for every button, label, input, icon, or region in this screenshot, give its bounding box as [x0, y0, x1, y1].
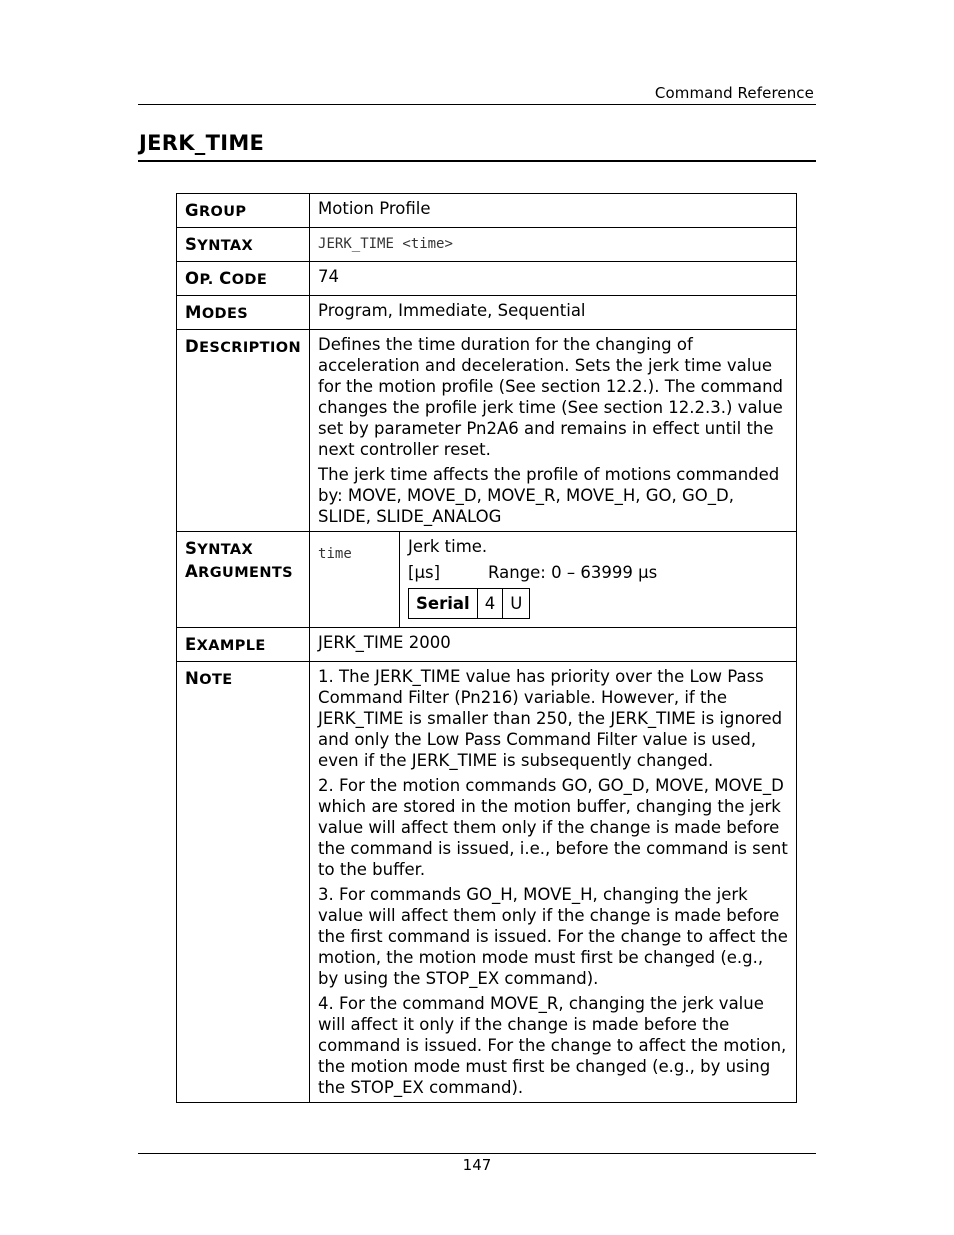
note-value: [310, 662, 797, 1103]
opcode-value: 74: [310, 262, 797, 296]
argument-range-text: Range: 0 – 63999 μs: [488, 563, 658, 582]
syntax-arguments-label: SYNTAX ARGUMENTS: [177, 532, 310, 628]
description-label: DESCRIPTION: [177, 330, 310, 532]
row-note: [177, 662, 797, 1103]
argument-name: time: [310, 532, 400, 627]
page-number: 147: [462, 1156, 492, 1174]
command-reference-table: [176, 193, 797, 1103]
example-value: JERK_TIME 2000: [310, 628, 797, 662]
row-syntax-arguments: [177, 532, 797, 628]
example-label: EXAMPLE: [177, 628, 310, 662]
syntax-arguments-value: [310, 532, 797, 628]
argument-description-text: Jerk time.: [408, 537, 488, 556]
argument-unit: [μs]: [408, 563, 441, 582]
serial-table: [408, 588, 530, 619]
note-label: NOTE: [177, 662, 310, 1103]
argument-description: [400, 532, 796, 627]
argument-range: [408, 562, 788, 583]
header-rule: [138, 104, 816, 105]
row-group: [177, 194, 797, 228]
note-paragraph: 2. For the motion commands GO, GO_D, MOVE, MOVE_D which are stored in the motion buffer, changing the jerk value will affect them only if the change is made before the command is issued, i.e., before the command is sent to the buffer.: [318, 776, 788, 879]
note-paragraph: 1. The JERK_TIME value has priority over the Low Pass Command Filter (Pn216) variable. However, if the JERK_TIME is smaller than 250, the JERK_TIME is ignored and only the Low Pass Command Filter value is used, even if the JERK_TIME is subsequently changed.: [318, 667, 783, 770]
note-paragraph: 4. For the command MOVE_R, changing the jerk value will affect it only if the change is made before the command is issued. For the change to affect the motion, the motion mode must first be changed (e.g., by using the STOP_EX command).: [318, 994, 787, 1097]
modes-value: Program, Immediate, Sequential: [310, 296, 797, 330]
description-paragraph: Defines the time duration for the changing of acceleration and deceleration. Sets the jerk time value for the motion profile (See section 12.2.). The command changes the profile jerk time (See section 12.2.3.) value set by parameter Pn2A6 and remains in effect until the next controller reset.: [318, 335, 784, 459]
modes-label: MODES: [177, 296, 310, 330]
row-syntax: [177, 228, 797, 262]
serial-code: 4: [477, 589, 503, 619]
opcode-label: OP. CODE: [177, 262, 310, 296]
command-title: JERK_TIME: [139, 131, 265, 155]
arguments-table: [310, 532, 796, 627]
footer-rule: [138, 1153, 816, 1154]
syntax-value: JERK_TIME <time>: [310, 228, 797, 262]
group-value: Motion Profile: [310, 194, 797, 228]
title-rule: [138, 160, 816, 162]
note-paragraph: 3. For commands GO_H, MOVE_H, changing the jerk value will affect them only if the change is made before the first command is issued. For the change to affect the motion, the motion mode must first be changed (e.g., by using the STOP_EX command).: [318, 885, 788, 988]
description-value: [310, 330, 797, 532]
syntax-label: SYNTAX: [177, 228, 310, 262]
serial-label: Serial: [409, 589, 478, 619]
serial-type: U: [503, 589, 530, 619]
group-label: GROUP: [177, 194, 310, 228]
row-example: [177, 628, 797, 662]
row-opcode: [177, 262, 797, 296]
row-modes: [177, 296, 797, 330]
description-paragraph: The jerk time affects the profile of motions commanded by: MOVE, MOVE_D, MOVE_R, MOVE_H, GO, GO_D, SLIDE, SLIDE_ANALOG: [318, 465, 780, 526]
running-header: Command Reference: [654, 84, 814, 102]
row-description: [177, 330, 797, 532]
